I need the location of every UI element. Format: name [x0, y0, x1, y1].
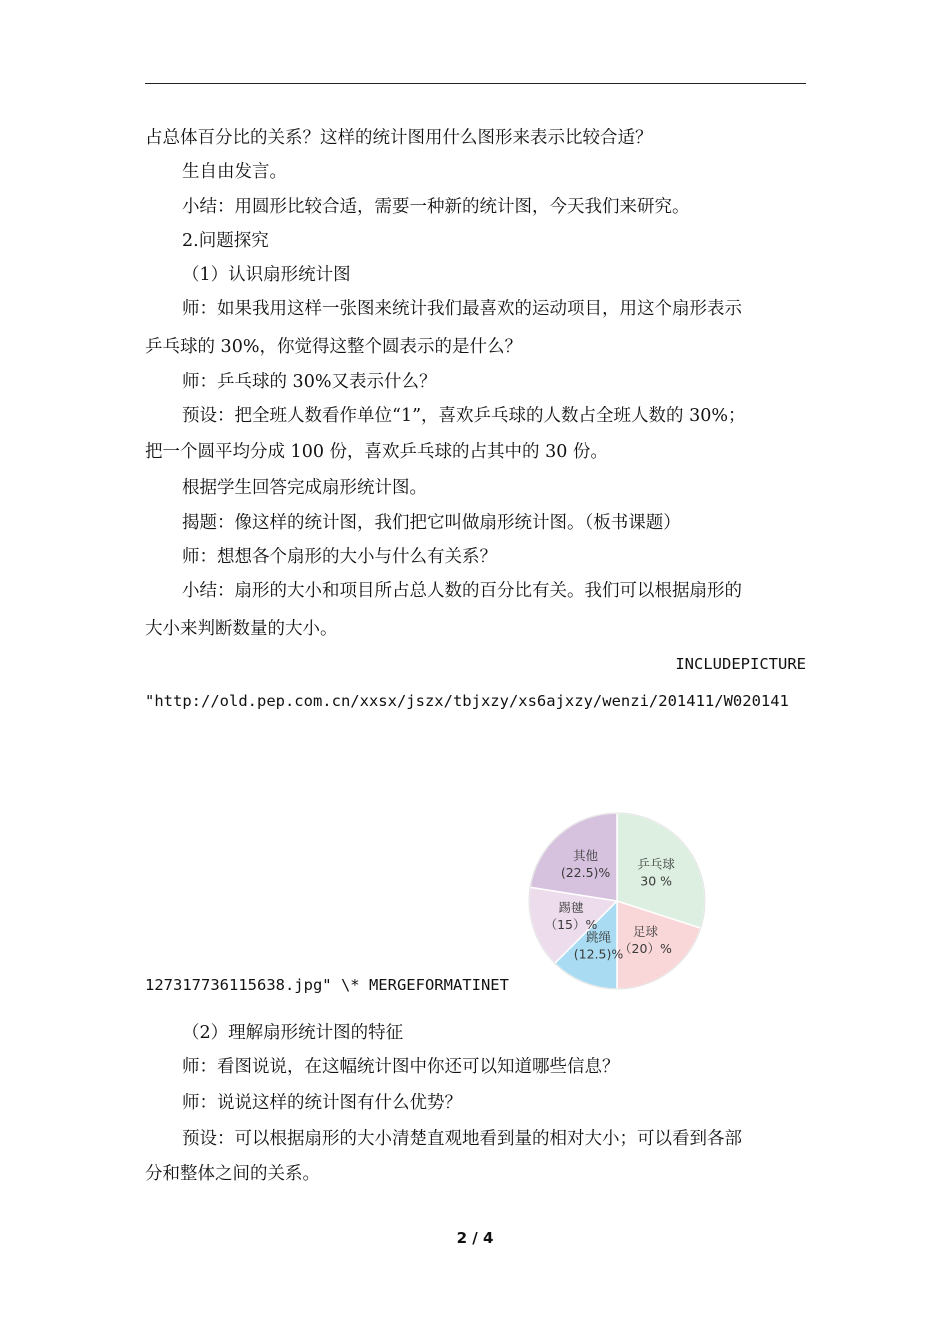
header-rule	[145, 83, 806, 84]
pie-slice-value: (12.5)%	[573, 946, 624, 962]
field-code-line: 127317736115638.jpg" \* MERGEFORMATINET	[145, 976, 509, 994]
paragraph-line: 把一个圆平均分成 100 份，喜欢乒乓球的占其中的 30 份。	[145, 442, 608, 462]
paragraph-line: 揭题：像这样的统计图，我们把它叫做扇形统计图。（板书课题）	[182, 513, 681, 533]
paragraph-line: 大小来判断数量的大小。	[145, 619, 338, 639]
subsection-heading: （2）理解扇形统计图的特征	[182, 1023, 404, 1043]
paragraph-line: 小结：用圆形比较合适，需要一种新的统计图，今天我们来研究。	[182, 197, 690, 217]
pie-slice-value: （15）%	[544, 916, 598, 932]
pie-slice-name: 踢毽	[558, 899, 584, 915]
paragraph-line: 师：想想各个扇形的大小与什么有关系？	[182, 547, 497, 567]
pie-chart	[527, 808, 707, 994]
paragraph-line: 生自由发言。	[182, 162, 287, 182]
section-heading: 2.问题探究	[182, 231, 269, 251]
pie-slice-value: （20）%	[619, 941, 672, 957]
subsection-heading: （1）认识扇形统计图	[182, 265, 351, 285]
pie-slice-name: 足球	[632, 924, 658, 940]
pie-slice-value: (22.5)%	[560, 865, 611, 881]
pie-slice-name: 乒乓球	[637, 856, 675, 872]
field-code-line: "http://old.pep.com.cn/xxsx/jszx/tbjxzy/xs6ajxzy/wenzi/201411/W020141	[145, 692, 789, 710]
page-number: 2 / 4	[456, 1229, 494, 1247]
paragraph-line: 预设：可以根据扇形的大小清楚直观地看到量的相对大小；可以看到各部	[182, 1129, 742, 1149]
paragraph-line: 师：说说这样的统计图有什么优势？	[182, 1093, 462, 1113]
paragraph-line: 师：乒乓球的 30%又表示什么？	[182, 372, 437, 392]
pie-slice-name: 其他	[573, 848, 599, 864]
paragraph-line: 师：如果我用这样一张图来统计我们最喜欢的运动项目，用这个扇形表示	[182, 299, 742, 319]
pie-slice-name: 跳绳	[585, 929, 611, 945]
field-code-line: INCLUDEPICTURE	[675, 655, 806, 673]
paragraph-line: 乒乓球的 30%，你觉得这整个圆表示的是什么？	[145, 337, 522, 357]
paragraph-line: 占总体百分比的关系？这样的统计图用什么图形来表示比较合适？	[145, 128, 653, 148]
pie-slice-value: 30 %	[640, 873, 673, 889]
paragraph-line: 预设：把全班人数看作单位“1”，喜欢乒乓球的人数占全班人数的 30%；	[182, 406, 746, 426]
paragraph-line: 师：看图说说，在这幅统计图中你还可以知道哪些信息？	[182, 1057, 620, 1077]
paragraph-line: 根据学生回答完成扇形统计图。	[182, 478, 427, 498]
paragraph-line: 小结：扇形的大小和项目所占总人数的百分比有关。我们可以根据扇形的	[182, 581, 742, 601]
paragraph-line: 分和整体之间的关系。	[145, 1164, 320, 1184]
